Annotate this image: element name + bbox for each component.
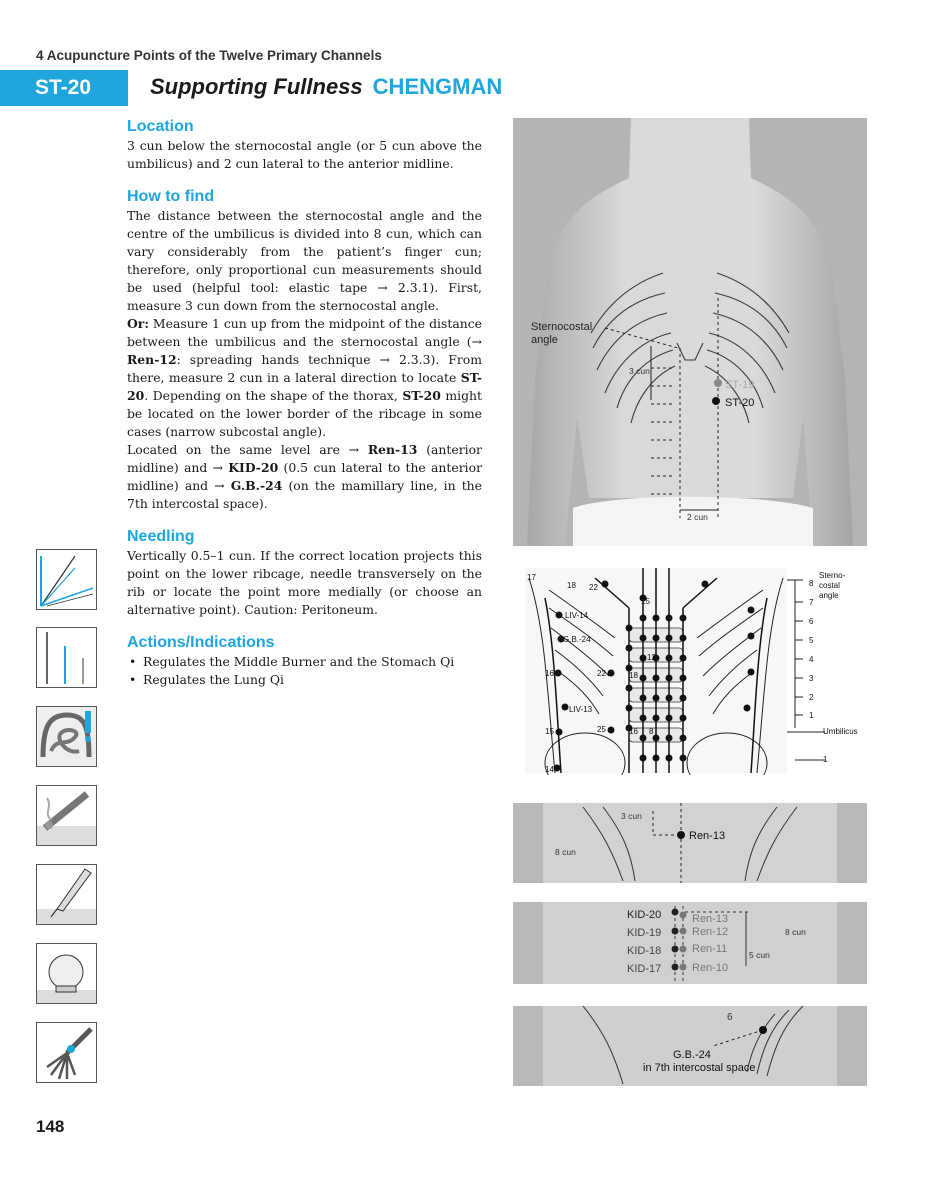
scale-8: 8 — [809, 579, 814, 588]
text-run: : spreading hands technique → 2.3.3). From there, measure 2 cun in a lateral direction to locate — [127, 352, 482, 385]
cupping-icon — [36, 943, 97, 1004]
title-chinese: CHENGMAN — [372, 74, 503, 99]
running-head: 4 Acupuncture Points of the Twelve Primary Channels — [36, 48, 382, 63]
text-run: Measure 1 cun up from the midpoint of the distance between the umbilicus and the sternocostal angle (→ — [127, 316, 482, 349]
scale-3: 3 — [809, 674, 814, 683]
kid-18-label: KID-18 — [627, 945, 662, 957]
how-to-find-p3 — [127, 441, 482, 513]
scale-7: 7 — [809, 598, 814, 607]
three-cun-label: 3 cun — [621, 811, 642, 821]
figure-ren13-photo — [513, 803, 867, 883]
action-item: • Regulates the Middle Burner and the Stomach Qi — [127, 653, 482, 671]
sternocostal-label: Sternocostal — [531, 321, 593, 333]
label-17: 17 — [527, 573, 536, 582]
label-gb24: G.B.-24 — [563, 635, 591, 644]
point-code-badge — [0, 70, 128, 106]
scale-5: 5 — [809, 636, 814, 645]
sterno-label-1: Sterno- — [819, 571, 846, 580]
st20-point — [712, 397, 720, 405]
label-18b: 18 — [629, 671, 638, 680]
rib-six-label: 6 — [727, 1012, 733, 1023]
umbilicus-label: Umbilicus — [823, 727, 858, 736]
label-12: 12 — [647, 653, 656, 662]
st19-point — [714, 379, 722, 387]
st20-label: ST-20 — [725, 397, 755, 409]
eight-cun-label: 8 cun — [785, 927, 806, 937]
label-liv14: LIV-14 — [565, 611, 589, 620]
text-run: (on the mamillary line, in the 7th intercostal space). — [127, 478, 482, 511]
intestines-icon — [36, 706, 97, 767]
page-title — [150, 74, 502, 100]
scale-6: 6 — [809, 617, 814, 626]
sterno-label-3: angle — [819, 591, 839, 600]
or-label: Or: — [127, 316, 149, 331]
sterno-label-2: costal — [819, 581, 840, 590]
label-16: 16 — [545, 669, 554, 678]
ren13-label: Ren-13 — [689, 830, 726, 842]
label-liv13: LIV-13 — [569, 705, 593, 714]
kid-20-label: KID-20 — [627, 909, 662, 921]
ren-10-label: Ren-10 — [692, 962, 729, 974]
angle-label: angle — [531, 334, 558, 346]
lancet-icon — [36, 864, 97, 925]
actions-heading: Actions/Indications — [127, 634, 275, 651]
text-run: . Depending on the shape of the thorax, — [144, 388, 403, 403]
location-heading: Location — [127, 118, 194, 135]
page-number: 148 — [36, 1117, 65, 1136]
three-cun-label: 3 cun — [629, 366, 650, 376]
ref-kid-20: KID-20 — [228, 460, 279, 475]
label-18: 18 — [567, 581, 576, 590]
text-column — [127, 117, 482, 689]
gb24-label: G.B.-24 — [673, 1049, 711, 1061]
text-run: (0.5 cun lateral to the anterior midline) and → — [127, 460, 482, 493]
needling-text: Vertically 0.5–1 cun. If the correct location projects this point on the lower ribcage, needle transversely on the rib or locate the point more medially (or choose an alternative point). Caution: Peritoneum. — [127, 548, 482, 617]
label-25: 25 — [597, 725, 606, 734]
text-run: (anterior midline) and → — [127, 442, 482, 475]
how-to-find-p1: The distance between the sternocostal angle and the centre of the umbilicus is divided into 8 cun, which can vary considerably from the patient’s finger cun; therefore, only proportional cun measurements should be used (helpful tool: elastic tape → 2.3.1). First, measure 3 cun down from the sternocostal angle. — [127, 208, 482, 313]
how-to-find-p2 — [127, 315, 482, 441]
ren13-point — [677, 831, 685, 839]
scale-1: 1 — [809, 711, 814, 720]
ref-ren-13: Ren-13 — [367, 442, 418, 457]
ren-13-label: Ren-13 — [692, 913, 729, 925]
eight-cun-label: 8 cun — [555, 847, 576, 857]
label-22: 22 — [589, 583, 598, 592]
figure-kid-ren-photo — [513, 902, 867, 984]
kid-19-label: KID-19 — [627, 927, 662, 939]
figure-gb24-photo — [513, 1006, 867, 1086]
how-to-find-heading: How to find — [127, 188, 215, 205]
scale-4: 4 — [809, 655, 814, 664]
st19-label: ST-19 — [725, 379, 755, 391]
ref-st-20: ST-20 — [402, 388, 441, 403]
scale-below-1: 1 — [823, 755, 828, 764]
ren-11-label: Ren-11 — [692, 943, 728, 955]
label-8: 8 — [649, 727, 654, 736]
label-14: 14 — [545, 765, 554, 774]
hand-bones-icon — [36, 1022, 97, 1083]
figure-anatomy-diagram — [525, 568, 867, 775]
title-english: Supporting Fullness — [150, 74, 363, 99]
five-cun-label: 5 cun — [749, 950, 770, 960]
label-15: 15 — [641, 597, 650, 606]
ren-12-label: Ren-12 — [692, 926, 729, 938]
action-item: • Regulates the Lung Qi — [127, 671, 482, 689]
needles-icon — [36, 549, 97, 610]
moxibustion-icon — [36, 785, 97, 846]
label-16b: 16 — [629, 727, 638, 736]
intercostal-label: in 7th intercostal space — [643, 1062, 756, 1074]
ref-st-20: ST-20 — [127, 370, 482, 403]
text-run: might be located on the lower border of the ribcage in some cases (narrow subcostal angle). — [127, 388, 482, 439]
kid-17-label: KID-17 — [627, 963, 662, 975]
point-code: ST-20 — [35, 76, 92, 99]
needle-depth-icon — [36, 627, 97, 688]
needling-heading: Needling — [127, 528, 195, 545]
gb24-point — [759, 1026, 767, 1034]
scale-2: 2 — [809, 693, 814, 702]
ref-gb-24: G.B.-24 — [230, 478, 283, 493]
figure-torso-photo — [513, 118, 867, 546]
label-15b: 15 — [545, 727, 554, 736]
text-run: Located on the same level are → — [127, 442, 368, 457]
two-cun-label: 2 cun — [687, 512, 708, 522]
location-text: 3 cun below the sternocostal angle (or 5 cun above the umbilicus) and 2 cun lateral to the anterior midline. — [127, 138, 482, 171]
ref-ren-12: Ren-12 — [127, 352, 177, 367]
label-22b: 22 — [597, 669, 606, 678]
